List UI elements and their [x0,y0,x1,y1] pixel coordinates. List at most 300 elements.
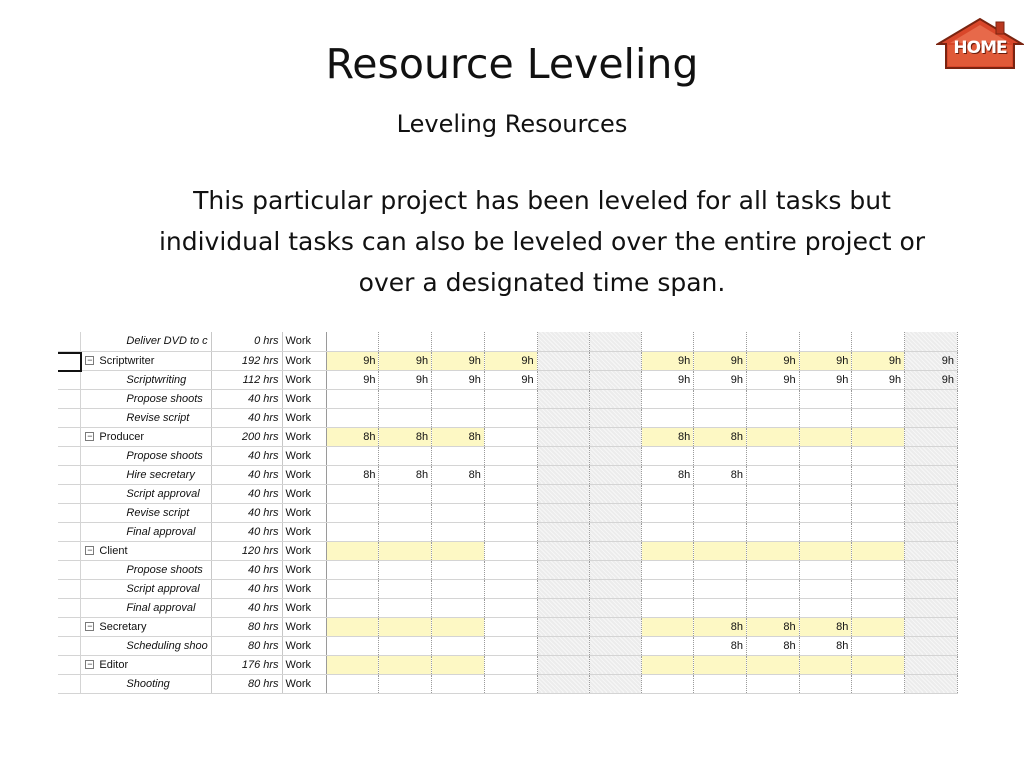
timescale-cell[interactable] [326,636,379,655]
slide-title: Resource Leveling [325,40,699,88]
timescale-cell[interactable] [379,522,432,541]
timescale-cell[interactable] [694,389,747,408]
timescale-cell[interactable] [379,579,432,598]
timescale-cell[interactable] [537,351,589,370]
timescale-cell[interactable] [905,389,958,408]
resource-usage-body [58,332,958,693]
timescale-cell[interactable] [852,446,905,465]
resource-row[interactable] [58,427,958,446]
task-name-cell[interactable] [81,389,212,408]
timescale-cell[interactable] [589,522,641,541]
task-name-cell[interactable] [81,598,212,617]
timescale-cell[interactable] [537,674,589,693]
timescale-cell[interactable]: 8h [746,636,799,655]
timescale-cell[interactable]: 9h [905,370,958,389]
timescale-cell[interactable]: 8h [694,427,747,446]
timescale-cell[interactable] [746,408,799,427]
timescale-cell[interactable] [852,636,905,655]
timescale-cell[interactable] [641,617,694,636]
timescale-cell[interactable] [905,617,958,636]
timescale-cell[interactable] [326,579,379,598]
timescale-cell[interactable] [537,332,589,351]
task-row[interactable] [58,465,958,484]
row-name-label: Script approval [126,487,200,500]
task-name-cell[interactable] [81,674,212,693]
timescale-cell[interactable] [799,674,852,693]
timescale-cell[interactable] [379,408,432,427]
timescale-cell[interactable] [905,674,958,693]
timescale-cell[interactable] [432,332,485,351]
timescale-cell[interactable] [484,484,537,503]
timescale-cell[interactable] [379,389,432,408]
timescale-cell[interactable] [432,503,485,522]
timescale-cell[interactable] [379,541,432,560]
timescale-cell[interactable]: 8h [641,465,694,484]
timescale-cell[interactable] [484,674,537,693]
timescale-cell[interactable]: 9h [484,351,537,370]
timescale-cell[interactable] [379,598,432,617]
detail-label-cell: Work [282,484,326,503]
row-gutter [58,465,81,484]
detail-label-cell: Work [282,427,326,446]
timescale-cell[interactable] [589,389,641,408]
timescale-cell[interactable] [379,636,432,655]
timescale-cell[interactable] [746,503,799,522]
resource-row[interactable] [58,617,958,636]
task-row[interactable] [58,522,958,541]
timescale-cell[interactable] [905,484,958,503]
timescale-cell[interactable] [589,370,641,389]
timescale-cell[interactable] [799,465,852,484]
timescale-cell[interactable]: 8h [694,636,747,655]
timescale-cell[interactable]: 9h [746,351,799,370]
detail-label-cell: Work [282,617,326,636]
timescale-cell[interactable] [746,522,799,541]
task-name-cell[interactable] [81,408,212,427]
timescale-cell[interactable] [852,579,905,598]
timescale-cell[interactable] [326,674,379,693]
timescale-cell[interactable] [589,598,641,617]
row-name-label: Propose shoots [126,392,203,405]
home-button[interactable] [936,16,1024,72]
timescale-cell[interactable] [641,541,694,560]
work-hours-cell: 80 hrs [212,674,282,693]
timescale-cell[interactable] [432,617,485,636]
timescale-cell[interactable]: 9h [641,351,694,370]
timescale-cell[interactable]: 9h [326,351,379,370]
timescale-cell[interactable]: 8h [694,617,747,636]
row-gutter [58,617,81,636]
task-row[interactable] [58,446,958,465]
task-row[interactable] [58,674,958,693]
timescale-cell[interactable]: 8h [379,465,432,484]
timescale-cell[interactable] [326,560,379,579]
timescale-cell[interactable] [589,503,641,522]
timescale-cell[interactable] [537,408,589,427]
timescale-cell[interactable]: 9h [379,351,432,370]
work-hours-cell: 112 hrs [212,370,282,389]
timescale-cell[interactable] [694,484,747,503]
timescale-cell[interactable] [589,427,641,446]
timescale-cell[interactable] [537,560,589,579]
timescale-cell[interactable] [852,617,905,636]
timescale-cell[interactable] [641,389,694,408]
timescale-cell[interactable]: 9h [694,351,747,370]
timescale-cell[interactable] [746,560,799,579]
work-hours-cell: 40 hrs [212,503,282,522]
timescale-cell[interactable] [746,655,799,674]
timescale-cell[interactable]: 8h [326,465,379,484]
timescale-cell[interactable] [694,598,747,617]
timescale-cell[interactable]: 9h [905,351,958,370]
timescale-cell[interactable] [484,541,537,560]
timescale-cell[interactable] [852,598,905,617]
timescale-cell[interactable] [432,446,485,465]
timescale-cell[interactable]: 9h [746,370,799,389]
timescale-cell[interactable] [379,332,432,351]
timescale-cell[interactable] [641,408,694,427]
task-name-cell[interactable] [81,503,212,522]
timescale-cell[interactable] [589,351,641,370]
work-hours-cell: 120 hrs [212,541,282,560]
work-hours-cell: 40 hrs [212,522,282,541]
task-row[interactable] [58,636,958,655]
timescale-cell[interactable] [694,408,747,427]
slide-body-text: This particular project has been leveled for all tasks but individual tasks can also be leveled over the entire project or over a designated time span. [158,186,926,297]
timescale-cell[interactable] [484,503,537,522]
timescale-cell[interactable] [326,408,379,427]
timescale-cell[interactable] [484,579,537,598]
timescale-cell[interactable] [905,579,958,598]
timescale-cell[interactable] [641,655,694,674]
timescale-cell[interactable] [537,465,589,484]
timescale-cell[interactable] [852,484,905,503]
row-name-label: Scriptwriting [126,373,187,386]
timescale-cell[interactable] [641,332,694,351]
timescale-cell[interactable] [589,560,641,579]
timescale-cell[interactable] [852,560,905,579]
timescale-cell[interactable] [746,446,799,465]
timescale-cell[interactable] [432,560,485,579]
timescale-cell[interactable] [905,655,958,674]
timescale-cell[interactable] [326,332,379,351]
timescale-cell[interactable]: 8h [641,427,694,446]
timescale-cell[interactable]: 8h [746,617,799,636]
timescale-cell[interactable] [641,522,694,541]
timescale-cell[interactable]: 8h [326,427,379,446]
timescale-cell[interactable] [641,484,694,503]
timescale-cell[interactable] [484,446,537,465]
resource-name-cell[interactable] [81,655,212,674]
timescale-cell[interactable] [326,446,379,465]
task-row[interactable] [58,389,958,408]
timescale-cell[interactable] [589,446,641,465]
timescale-cell[interactable] [537,484,589,503]
timescale-cell[interactable]: 9h [379,370,432,389]
timescale-cell[interactable] [852,408,905,427]
timescale-cell[interactable] [432,636,485,655]
timescale-cell[interactable] [799,560,852,579]
timescale-cell[interactable] [432,484,485,503]
timescale-cell[interactable] [694,655,747,674]
timescale-cell[interactable] [799,427,852,446]
timescale-cell[interactable] [799,655,852,674]
timescale-cell[interactable] [326,598,379,617]
timescale-cell[interactable] [852,332,905,351]
resource-row[interactable] [58,351,958,370]
timescale-cell[interactable] [537,427,589,446]
timescale-cell[interactable] [905,541,958,560]
timescale-cell[interactable] [537,598,589,617]
timescale-cell[interactable] [694,674,747,693]
timescale-cell[interactable] [537,522,589,541]
task-name-cell[interactable] [81,560,212,579]
timescale-cell[interactable]: 9h [432,351,485,370]
timescale-cell[interactable] [852,541,905,560]
timescale-cell[interactable] [379,560,432,579]
timescale-cell[interactable] [484,636,537,655]
resource-name-cell[interactable] [81,427,212,446]
timescale-cell[interactable] [746,579,799,598]
timescale-cell[interactable] [537,370,589,389]
timescale-cell[interactable] [326,389,379,408]
task-row[interactable] [58,560,958,579]
timescale-cell[interactable] [589,617,641,636]
timescale-cell[interactable] [589,484,641,503]
timescale-cell[interactable] [589,674,641,693]
timescale-cell[interactable] [694,332,747,351]
task-name-cell[interactable] [81,579,212,598]
collapse-toggle-icon[interactable]: − [87,431,93,442]
task-row[interactable] [58,484,958,503]
timescale-cell[interactable] [694,541,747,560]
timescale-cell[interactable] [484,617,537,636]
timescale-cell[interactable] [852,522,905,541]
timescale-cell[interactable] [379,446,432,465]
timescale-cell[interactable] [746,332,799,351]
timescale-cell[interactable] [799,446,852,465]
task-row[interactable] [58,598,958,617]
timescale-cell[interactable] [379,503,432,522]
timescale-cell[interactable] [589,408,641,427]
row-gutter [58,541,81,560]
timescale-cell[interactable] [905,465,958,484]
timescale-cell[interactable]: 9h [326,370,379,389]
timescale-cell[interactable] [852,389,905,408]
row-gutter [58,389,81,408]
timescale-cell[interactable] [379,484,432,503]
timescale-cell[interactable] [432,408,485,427]
timescale-cell[interactable] [905,427,958,446]
timescale-cell[interactable] [432,674,485,693]
timescale-cell[interactable] [641,579,694,598]
timescale-cell[interactable] [326,541,379,560]
resource-name-cell[interactable] [81,541,212,560]
timescale-cell[interactable] [537,636,589,655]
timescale-cell[interactable] [379,655,432,674]
task-row[interactable] [58,503,958,522]
timescale-cell[interactable] [852,655,905,674]
timescale-cell[interactable]: 9h [694,370,747,389]
timescale-cell[interactable]: 9h [799,351,852,370]
task-row[interactable] [58,408,958,427]
task-row[interactable] [58,332,958,351]
timescale-cell[interactable] [379,674,432,693]
resource-name-cell[interactable] [81,617,212,636]
timescale-cell[interactable] [641,636,694,655]
timescale-cell[interactable] [589,465,641,484]
timescale-cell[interactable] [432,655,485,674]
timescale-cell[interactable] [589,332,641,351]
timescale-cell[interactable] [432,389,485,408]
timescale-cell[interactable] [799,408,852,427]
detail-label-cell: Work [282,636,326,655]
task-name-cell[interactable] [81,332,212,351]
collapse-toggle-icon[interactable]: − [87,355,93,366]
task-name-cell[interactable] [81,446,212,465]
timescale-cell[interactable] [694,560,747,579]
timescale-cell[interactable] [746,427,799,446]
timescale-cell[interactable] [799,541,852,560]
timescale-cell[interactable] [746,484,799,503]
timescale-cell[interactable] [746,389,799,408]
timescale-cell[interactable] [537,617,589,636]
task-row[interactable] [58,579,958,598]
collapse-toggle-icon[interactable]: − [87,621,93,632]
timescale-cell[interactable] [537,389,589,408]
task-row[interactable] [58,370,958,389]
timescale-cell[interactable]: 8h [379,427,432,446]
timescale-cell[interactable] [694,446,747,465]
timescale-cell[interactable] [484,522,537,541]
timescale-cell[interactable] [326,655,379,674]
timescale-cell[interactable] [746,598,799,617]
task-name-cell[interactable] [81,370,212,389]
timescale-cell[interactable] [799,389,852,408]
timescale-cell[interactable]: 9h [852,351,905,370]
timescale-cell[interactable] [905,503,958,522]
timescale-cell[interactable] [537,541,589,560]
timescale-cell[interactable] [326,503,379,522]
timescale-cell[interactable] [432,579,485,598]
timescale-cell[interactable] [641,446,694,465]
work-hours-cell: 40 hrs [212,484,282,503]
timescale-cell[interactable] [537,446,589,465]
timescale-cell[interactable] [537,655,589,674]
timescale-cell[interactable] [905,522,958,541]
timescale-cell[interactable]: 8h [799,617,852,636]
timescale-cell[interactable] [537,579,589,598]
timescale-cell[interactable]: 8h [432,465,485,484]
task-name-cell[interactable] [81,522,212,541]
task-name-cell[interactable] [81,636,212,655]
timescale-cell[interactable] [484,332,537,351]
timescale-cell[interactable]: 9h [432,370,485,389]
timescale-cell[interactable] [326,522,379,541]
timescale-cell[interactable] [589,541,641,560]
row-name-label: Script approval [126,582,200,595]
timescale-cell[interactable] [484,598,537,617]
timescale-cell[interactable]: 9h [484,370,537,389]
work-hours-cell: 40 hrs [212,465,282,484]
timescale-cell[interactable] [641,503,694,522]
timescale-cell[interactable] [799,598,852,617]
collapse-toggle-icon[interactable]: − [87,545,93,556]
timescale-cell[interactable] [589,636,641,655]
timescale-cell[interactable] [746,674,799,693]
timescale-cell[interactable] [905,598,958,617]
timescale-cell[interactable] [379,617,432,636]
timescale-cell[interactable] [484,655,537,674]
timescale-cell[interactable] [905,446,958,465]
work-hours-cell: 40 hrs [212,446,282,465]
timescale-cell[interactable] [746,465,799,484]
timescale-cell[interactable] [799,503,852,522]
timescale-cell[interactable]: 8h [694,465,747,484]
timescale-cell[interactable] [694,503,747,522]
resource-name-cell[interactable] [81,351,212,370]
timescale-cell[interactable] [852,503,905,522]
task-name-cell[interactable] [81,465,212,484]
timescale-cell[interactable] [905,408,958,427]
timescale-cell[interactable] [641,598,694,617]
timescale-cell[interactable] [589,579,641,598]
timescale-cell[interactable] [905,332,958,351]
timescale-cell[interactable] [432,598,485,617]
timescale-cell[interactable] [746,541,799,560]
resource-row[interactable] [58,541,958,560]
timescale-cell[interactable] [484,408,537,427]
timescale-cell[interactable]: 9h [852,370,905,389]
timescale-cell[interactable] [799,579,852,598]
house-icon [936,16,1024,72]
timescale-cell[interactable] [589,655,641,674]
timescale-cell[interactable] [694,522,747,541]
timescale-cell[interactable] [537,503,589,522]
timescale-cell[interactable] [326,617,379,636]
timescale-cell[interactable]: 9h [799,370,852,389]
timescale-cell[interactable] [641,674,694,693]
timescale-cell[interactable] [905,560,958,579]
timescale-cell[interactable] [432,522,485,541]
timescale-cell[interactable] [852,465,905,484]
timescale-cell[interactable] [484,560,537,579]
timescale-cell[interactable] [326,484,379,503]
timescale-cell[interactable]: 8h [432,427,485,446]
row-selection-bracket [58,352,82,372]
timescale-cell[interactable] [799,522,852,541]
timescale-cell[interactable] [852,427,905,446]
row-name-label: Revise script [126,411,190,424]
timescale-cell[interactable] [484,389,537,408]
work-hours-cell: 0 hrs [212,332,282,351]
timescale-cell[interactable]: 9h [641,370,694,389]
timescale-cell[interactable] [641,560,694,579]
task-name-cell[interactable] [81,484,212,503]
timescale-cell[interactable] [852,674,905,693]
resource-usage-table [58,332,958,694]
timescale-cell[interactable] [799,332,852,351]
timescale-cell[interactable] [432,541,485,560]
resource-row[interactable] [58,655,958,674]
collapse-toggle-icon[interactable]: − [87,659,93,670]
timescale-cell[interactable] [799,484,852,503]
timescale-cell[interactable] [905,636,958,655]
timescale-cell[interactable] [484,465,537,484]
timescale-cell[interactable] [484,427,537,446]
timescale-cell[interactable]: 8h [799,636,852,655]
timescale-cell[interactable] [694,579,747,598]
